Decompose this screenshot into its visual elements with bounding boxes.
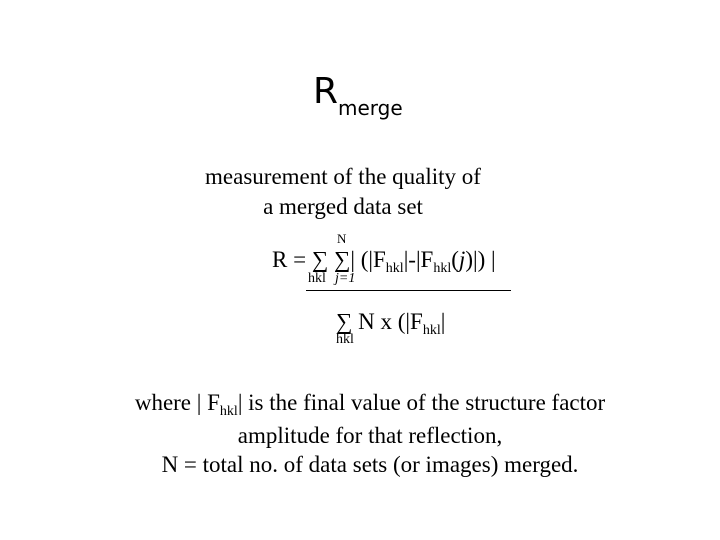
slide-title — [313, 71, 403, 120]
denominator-sum-symbol: ∑ — [336, 309, 353, 334]
numerator-open: | (|F — [350, 247, 386, 272]
note-line-1-prefix: where | F — [134, 390, 220, 415]
numerator-mid: |-|F — [403, 247, 434, 272]
numerator-paren: ( — [451, 247, 459, 272]
numerator-tail: )|) | — [465, 247, 496, 272]
formula-denominator — [336, 309, 446, 338]
denominator-prefix: N x (|F — [358, 309, 423, 334]
denominator-hkl-sub: hkl — [422, 323, 441, 338]
definition-note — [0, 388, 720, 479]
denominator-suffix: | — [440, 309, 446, 334]
numerator-hkl-sub-1: hkl — [385, 261, 404, 276]
numerator-hkl-sub-2: hkl — [433, 261, 452, 276]
note-line-1 — [0, 388, 720, 421]
slide-subtitle — [0, 162, 686, 222]
sum-symbol-j: ∑ — [333, 247, 351, 272]
sum-upper-limit: N — [337, 231, 347, 246]
note-line-2: amplitude for that reflection, — [237, 423, 503, 448]
numerator-prefix: R = — [272, 247, 312, 272]
title-subscript: merge — [338, 96, 403, 120]
note-line-3: N = total no. of data sets (or images) merged. — [161, 452, 579, 477]
subtitle-line-2: a merged data set — [263, 194, 423, 219]
formula-numerator — [272, 247, 496, 276]
sum-symbol-hkl: ∑ — [311, 247, 329, 272]
note-line-1-sub: hkl — [219, 404, 238, 419]
sum-lower-limit-hkl: hkl — [308, 271, 326, 286]
note-line-1-rest: | is the final value of the structure factor — [237, 390, 606, 415]
fraction-bar — [306, 290, 511, 291]
denominator-lower-limit-hkl: hkl — [336, 332, 354, 347]
subtitle-line-1: measurement of the quality of — [205, 164, 481, 189]
title-main: R — [313, 71, 339, 112]
numerator-j: j — [458, 247, 466, 272]
sum-lower-limit-j: j=1 — [335, 271, 356, 286]
